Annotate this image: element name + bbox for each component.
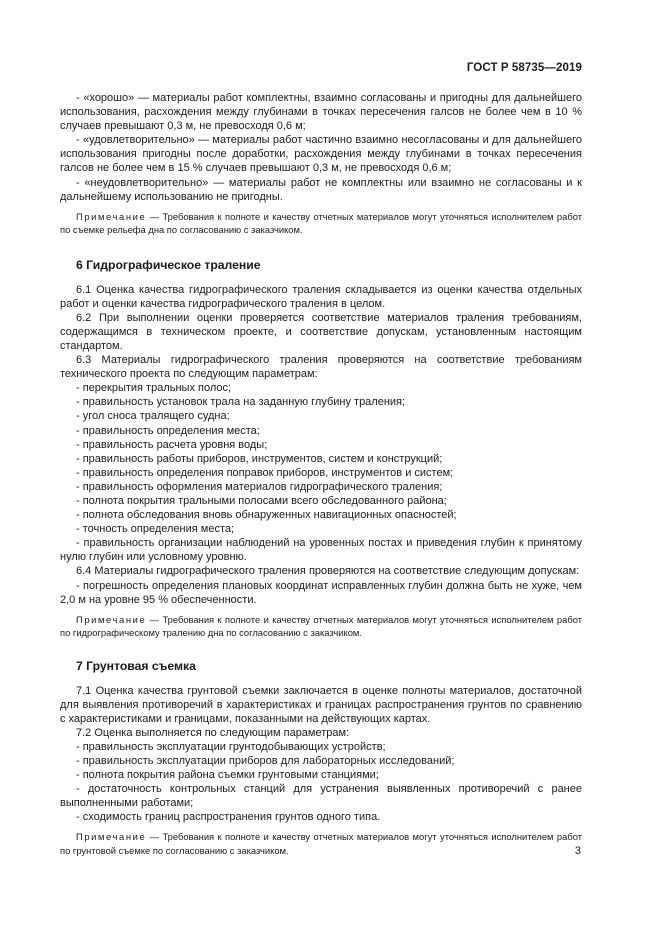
page-content (60, 91, 582, 857)
document-header: ГОСТ Р 58735—2019 (466, 62, 582, 74)
list-item: - перекрытия тральных полос; (76, 382, 232, 395)
list-item: - точность определения места; (76, 523, 235, 536)
note (60, 613, 582, 640)
list-item: - правильность работы приборов, инструментов, систем и конструкций; (76, 452, 443, 465)
note (60, 830, 582, 857)
page-number: 3 (574, 845, 581, 857)
list-item: - погрешность определения плановых координат исправленных глубин должна быть не хуже, чем 2,0 м на уровне 95 % обеспеченности. (60, 579, 582, 606)
list-item: - полнота покрытия района съемки грунтовыми станциями; (76, 769, 379, 782)
list-item: - «удовлетворительно» — материалы работ частично взаимно несогласованы и для дальнейшего использования пригодны после доработки, расхождения между глубинами в точках пересечения галсов не более чем в 15 % случаев превышают 0,3 м, не превосходя 0,6 м; (60, 134, 582, 175)
paragraph: 6.3 Материалы гидрографического траления проверяются на соответствие требованиям технического проекта по следующим параметрам: (60, 354, 582, 381)
paragraph: 7.2 Оценка выполняется по следующим параметрам: (76, 726, 350, 739)
list-item: - правильность оформления материалов гидрографического траления; (76, 480, 443, 493)
list-item: - правильность эксплуатации приборов для лабораторных исследований; (76, 755, 455, 767)
paragraph: 7.1 Оценка качества грунтовой съемки заключается в оценке полноты материалов, достаточной для выявления противоречий в характеристиках и границах распространения грунтов по сравнению с характеристиками и границами, показанными на действующих картах. (60, 684, 582, 725)
list-item: - правильность эксплуатации грунтодобывающих устройств; (76, 740, 386, 753)
note-text: — Требования к полноте и качеству отчетных материалов могут уточняться исполнителем работ по гидрографическому тралению дна по согласованию с заказчиком. (60, 613, 582, 639)
list-item: - сходимость границ распространения грунтов одного типа. (76, 811, 381, 824)
list-item: - достаточность контрольных станций для устранения выявленных противоречий с ранее выполненными работами; (60, 783, 582, 810)
list-item: - угол сноса тралящего судна; (76, 410, 230, 423)
list-item: - правильность определения поправок приборов, инструментов и систем; (76, 466, 454, 479)
list-item: - «неудовлетворительно» — материалы работ не комплектны или взаимно не согласованы и к дальнейшему использованию не пригодны. (60, 176, 582, 203)
paragraph: 6.1 Оценка качества гидрографического траления складывается из оценки качества отдельных работ и оценки качества гидрографического траления в целом. (60, 283, 582, 310)
note-text: — Требования к полноте и качеству отчетных материалов могут уточняться исполнителем работ по съемке рельефа дна по согласованию с заказчиком. (60, 210, 582, 236)
list-item: - полнота обследования вновь обнаруженных навигационных опасностей; (76, 509, 457, 522)
list-item: - полнота покрытия тральными полосами всего обследованного района; (76, 494, 447, 507)
section-heading: 6 Гидрографическое траление (76, 257, 261, 272)
paragraph: 6.4 Материалы гидрографического траления проверяются на соответствие следующим допускам: (76, 565, 580, 578)
list-item: - «хорошо» — материалы работ комплектны, взаимно согласованы и пригодны для дальнейшего использования, расхождения между глубинами в точках пересечения галсов не более чем в 10 % случаев превышают 0,3 м, не превосходя 0,6 м; (60, 92, 582, 133)
paragraph: 6.2 При выполнении оценки проверяется соответствие материалов траления требованиям, содержащимся в техническом проекте, и соответствие допускам, установленным настоящим стандартом. (60, 311, 582, 352)
section-heading: 7 Грунтовая съемка (76, 658, 196, 673)
list-item: - правильность установок трала на заданную глубину траления; (76, 396, 406, 409)
note (60, 210, 582, 237)
note-label: Примечание (76, 210, 147, 222)
note-label: Примечание (76, 613, 147, 625)
note-text: — Требования к полноте и качеству отчетных материалов могут уточняться исполнителем работ по грунтовой съемке по согласованию с заказчиком. (60, 831, 582, 856)
list-item: - правильность определения места; (76, 424, 260, 437)
list-item: - правильность организации наблюдений на уровенных постах и приведения глубин к принятому нулю глубин или условному уровню. (60, 537, 582, 564)
list-item: - правильность расчета уровня воды; (76, 438, 268, 451)
note-label: Примечание (76, 831, 147, 843)
